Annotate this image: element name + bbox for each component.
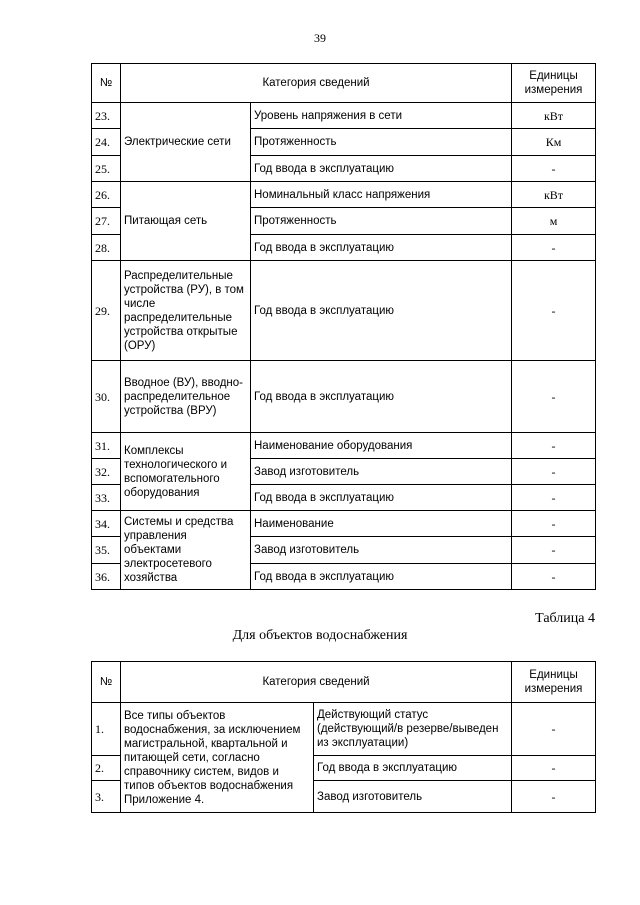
- parameter-cell: Год ввода в эксплуатацию: [251, 261, 512, 361]
- parameter-cell: Завод изготовитель: [314, 781, 512, 813]
- header-num: №: [92, 64, 121, 103]
- unit-cell: -: [512, 564, 596, 590]
- header-category: Категория сведений: [121, 662, 512, 703]
- unit-cell: -: [512, 361, 596, 433]
- table-4-title: Для объектов водоснабжения: [232, 628, 408, 643]
- row-number: 30.: [92, 361, 121, 433]
- parameter-cell: Год ввода в эксплуатацию: [251, 235, 512, 261]
- table-header-row: [92, 662, 596, 703]
- header-units: Единицы измерения: [512, 64, 596, 103]
- row-number: 23.: [92, 103, 121, 129]
- unit-cell: Км: [512, 129, 596, 156]
- parameter-cell: Уровень напряжения в сети: [251, 103, 512, 129]
- table-row: [92, 361, 596, 433]
- row-number: 2.: [92, 756, 121, 781]
- unit-cell: м: [512, 208, 596, 235]
- row-number: 33.: [92, 485, 121, 511]
- parameter-cell: Действующий статус (действующий/в резерве/выведен из эксплуатации): [314, 703, 512, 756]
- category-cell: Питающая сеть: [121, 182, 251, 261]
- page-number: 39: [314, 31, 326, 45]
- category-cell: Электрические сети: [121, 103, 251, 182]
- unit-cell: -: [512, 703, 596, 756]
- row-number: 31.: [92, 433, 121, 459]
- unit-cell: -: [512, 511, 596, 537]
- row-number: 35.: [92, 537, 121, 564]
- category-cell: Распределительные устройства (РУ), в том числе распределительные устройства открытые (ОРУ): [121, 261, 251, 361]
- row-number: 27.: [92, 208, 121, 235]
- row-number: 1.: [92, 703, 121, 756]
- unit-cell: -: [512, 235, 596, 261]
- category-cell: Вводное (ВУ), вводно-распределительное устройства (ВРУ): [121, 361, 251, 433]
- table-row: [92, 703, 596, 756]
- unit-cell: кВт: [512, 103, 596, 129]
- unit-cell: -: [512, 261, 596, 361]
- category-cell: Все типы объектов водоснабжения, за исключением магистральной, квартальной и питающей сети, согласно справочнику систем, видов и типов объектов водоснабжения Приложение 4.: [121, 703, 314, 813]
- row-number: 29.: [92, 261, 121, 361]
- unit-cell: -: [512, 433, 596, 459]
- unit-cell: кВт: [512, 182, 596, 208]
- header-num: №: [92, 662, 121, 703]
- row-number: 32.: [92, 459, 121, 485]
- parameter-cell: Год ввода в эксплуатацию: [251, 361, 512, 433]
- table-row: [92, 103, 596, 129]
- parameter-cell: Наименование: [251, 511, 512, 537]
- table-row: [92, 182, 596, 208]
- table-header-row: [92, 64, 596, 103]
- category-cell: Системы и средства управления объектами электросетевого хозяйства: [121, 511, 251, 590]
- table-row: [92, 261, 596, 361]
- table-4: [91, 661, 596, 813]
- header-units: Единицы измерения: [512, 662, 596, 703]
- parameter-cell: Завод изготовитель: [251, 537, 512, 564]
- parameter-cell: Год ввода в эксплуатацию: [251, 156, 512, 182]
- row-number: 34.: [92, 511, 121, 537]
- header-category: Категория сведений: [121, 64, 512, 103]
- table-3: [91, 63, 596, 590]
- row-number: 25.: [92, 156, 121, 182]
- parameter-cell: Завод изготовитель: [251, 459, 512, 485]
- row-number: 26.: [92, 182, 121, 208]
- row-number: 3.: [92, 781, 121, 813]
- unit-cell: -: [512, 756, 596, 781]
- table-4-label: Таблица 4: [535, 611, 595, 626]
- parameter-cell: Наименование оборудования: [251, 433, 512, 459]
- category-cell: Комплексы технологического и вспомогательного оборудования: [121, 433, 251, 511]
- parameter-cell: Год ввода в эксплуатацию: [251, 564, 512, 590]
- table-row: [92, 511, 596, 537]
- row-number: 28.: [92, 235, 121, 261]
- row-number: 24.: [92, 129, 121, 156]
- parameter-cell: Номинальный класс напряжения: [251, 182, 512, 208]
- parameter-cell: Протяженность: [251, 129, 512, 156]
- unit-cell: -: [512, 459, 596, 485]
- unit-cell: -: [512, 156, 596, 182]
- table-row: [92, 433, 596, 459]
- parameter-cell: Год ввода в эксплуатацию: [251, 485, 512, 511]
- row-number: 36.: [92, 564, 121, 590]
- unit-cell: -: [512, 485, 596, 511]
- parameter-cell: Год ввода в эксплуатацию: [314, 756, 512, 781]
- parameter-cell: Протяженность: [251, 208, 512, 235]
- unit-cell: -: [512, 781, 596, 813]
- unit-cell: -: [512, 537, 596, 564]
